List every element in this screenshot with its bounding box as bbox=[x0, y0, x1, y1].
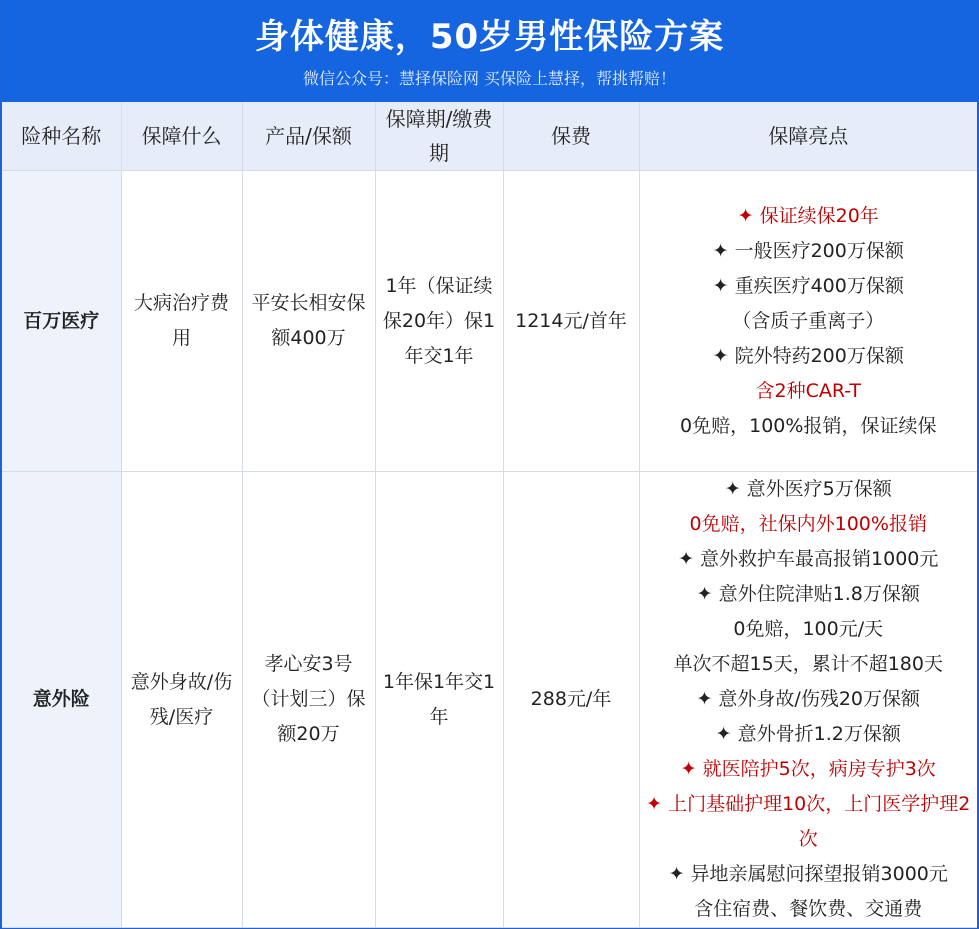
column-header-premium: 保费 bbox=[503, 102, 639, 171]
cell-premium: 1214元/首年 bbox=[503, 171, 639, 472]
cell-type: 意外险 bbox=[2, 472, 121, 928]
table-row bbox=[2, 472, 977, 928]
highlight-line: ✦ 意外医疗5万保额 bbox=[724, 478, 892, 500]
cell-coverage: 大病治疗费用 bbox=[121, 171, 242, 472]
column-header-product: 产品/保额 bbox=[242, 102, 375, 171]
cell-period: 1年保1年交1年 bbox=[375, 472, 503, 928]
highlight-line: 0免赔，100元/天 bbox=[733, 618, 884, 640]
page-title: 身体健康，50岁男性保险方案 bbox=[254, 17, 725, 57]
highlight-line: ✦ 重疾医疗400万保额 bbox=[712, 274, 904, 297]
highlight-line: ✦ 异地亲属慰问探望报销3000元 bbox=[668, 863, 948, 885]
header-banner bbox=[2, 0, 977, 102]
table-header-row bbox=[2, 102, 977, 171]
highlight-line: ✦ 就医陪护5次，病房专护3次 bbox=[680, 758, 936, 780]
insurance-table bbox=[2, 102, 977, 928]
highlight-line: ✦ 意外救护车最高报销1000元 bbox=[678, 548, 939, 570]
column-header-period: 保障期/缴费期 bbox=[375, 102, 503, 171]
highlight-line: 单次不超15天，累计不超180天 bbox=[673, 653, 943, 675]
highlight-line: ✦ 上门基础护理10次，上门医学护理2次 bbox=[646, 793, 971, 850]
cell-highlights bbox=[639, 472, 977, 928]
highlight-line: 含2种CAR-T bbox=[755, 379, 861, 402]
highlight-line: ✦ 一般医疗200万保额 bbox=[712, 239, 904, 262]
cell-highlights bbox=[639, 171, 977, 472]
column-header-highlights: 保障亮点 bbox=[639, 102, 977, 171]
cell-type: 百万医疗 bbox=[2, 171, 121, 472]
cell-premium: 288元/年 bbox=[503, 472, 639, 928]
cell-period: 1年（保证续保20年）保1年交1年 bbox=[375, 171, 503, 472]
page-subtitle: 微信公众号：慧择保险网 买保险上慧择，帮挑帮赔！ bbox=[302, 69, 677, 88]
highlight-line: ✦ 意外住院津贴1.8万保额 bbox=[696, 583, 920, 605]
highlight-line: 含住宿费、餐饮费、交通费 bbox=[694, 898, 923, 920]
cell-coverage: 意外身故/伤残/医疗 bbox=[121, 472, 242, 928]
highlight-line: （含质子重离子） bbox=[732, 309, 885, 332]
cell-product: 孝心安3号（计划三）保额20万 bbox=[242, 472, 375, 928]
cell-product: 平安长相安保额400万 bbox=[242, 171, 375, 472]
highlight-line: ✦ 意外身故/伤残20万保额 bbox=[696, 688, 921, 710]
highlight-line: ✦ 院外特药200万保额 bbox=[712, 344, 904, 367]
highlight-line: ✦ 意外骨折1.2万保额 bbox=[715, 723, 901, 745]
highlight-line: ✦ 保证续保20年 bbox=[737, 204, 879, 227]
column-header-coverage: 保障什么 bbox=[121, 102, 242, 171]
highlight-line: 0免赔，100%报销，保证续保 bbox=[680, 414, 937, 437]
column-header-type: 险种名称 bbox=[2, 102, 121, 171]
highlight-line: 0免赔，社保内外100%报销 bbox=[689, 513, 927, 535]
table-row bbox=[2, 171, 977, 472]
